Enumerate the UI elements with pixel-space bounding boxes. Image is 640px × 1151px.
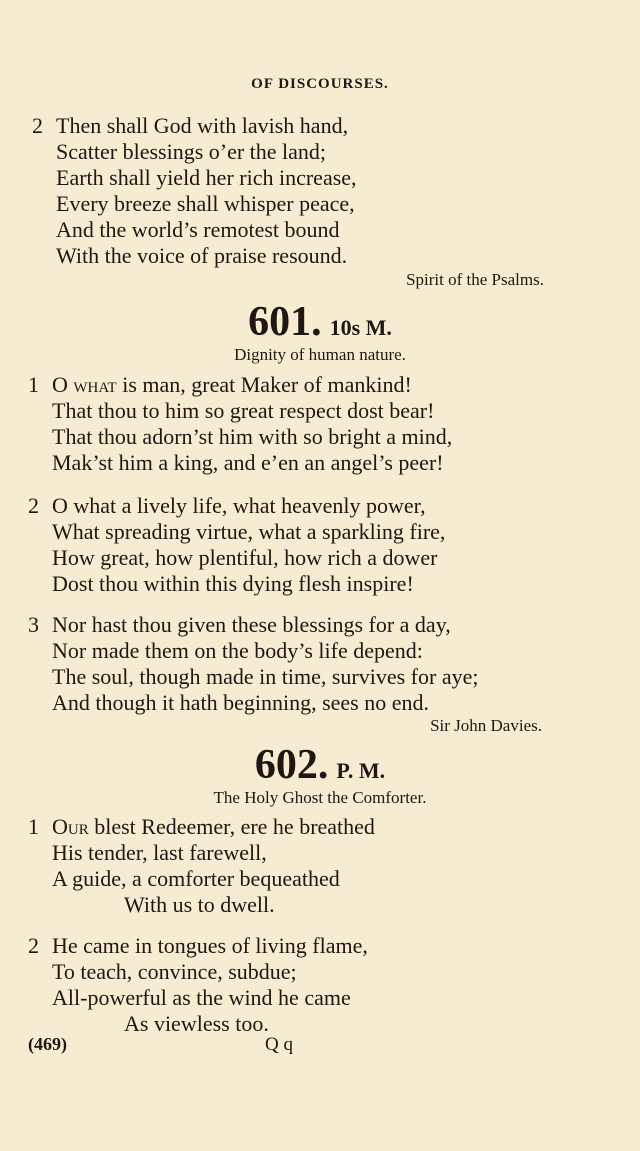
verse-line: Scatter blessings o’er the land; (56, 139, 327, 164)
hymn-number: 602. (254, 742, 329, 788)
hymn-subtitle: Dignity of human nature. (234, 345, 406, 364)
verse-line: How great, how plentiful, how rich a dower (52, 545, 438, 570)
first-line-rest: is man, great Maker of mankind! (116, 372, 412, 397)
signature-mark: Q q (265, 1034, 293, 1055)
verse-line: His tender, last farewell, (52, 840, 267, 865)
verse-line: O what a lively life, what heavenly power, (52, 493, 426, 518)
stanza-number: 2 (28, 493, 39, 518)
stanza-number: 2 (32, 113, 43, 138)
page-number: (469) (28, 1034, 67, 1054)
stanza-number: 1 (28, 814, 39, 839)
attribution: Spirit of the Psalms. (406, 270, 544, 289)
verse-line: That thou adorn’st him with so bright a mind, (52, 424, 453, 449)
verse-line: And the world’s remotest bound (56, 217, 340, 242)
verse-line: What spreading virtue, what a sparkling fire, (52, 519, 446, 544)
running-header: OF DISCOURSES. (251, 76, 389, 92)
verse-line: Mak’st him a king, and e’en an angel’s peer! (52, 450, 444, 475)
verse-line: With the voice of praise resound. (56, 243, 348, 268)
verse-line: Every breeze shall whisper peace, (56, 191, 355, 216)
verse-line: A guide, a comforter bequeathed (52, 866, 340, 891)
verse-line: And though it hath beginning, sees no end. (52, 690, 430, 715)
verse-line: Then shall God with lavish hand, (56, 113, 349, 138)
verse-line (52, 372, 412, 398)
verse-line: All-powerful as the wind he came (52, 985, 351, 1010)
hymn-heading (0, 741, 640, 789)
stanza-number: 1 (28, 372, 39, 397)
first-line-rest: blest Redeemer, ere he breathed (88, 814, 375, 839)
verse-line: As viewless too. (124, 1011, 269, 1036)
first-word: O what (52, 372, 117, 397)
verse-line: With us to dwell. (124, 892, 275, 917)
verse-line: That thou to him so great respect dost bear! (52, 398, 435, 423)
verse-line: Nor hast thou given these blessings for a day, (52, 612, 451, 637)
hymn-meter: P. M. (336, 758, 386, 783)
attribution: Sir John Davies. (430, 716, 542, 735)
hymn-number: 601. (248, 299, 322, 345)
verse-line: Earth shall yield her rich increase, (56, 165, 357, 190)
verse-line: To teach, convince, subdue; (52, 959, 297, 984)
hymn-heading (0, 298, 640, 346)
verse-line: The soul, though made in time, survives for aye; (52, 664, 479, 689)
verse-line (52, 814, 375, 840)
stanza-number: 3 (28, 612, 39, 637)
hymn-subtitle: The Holy Ghost the Comforter. (213, 788, 427, 807)
verse-line: Nor made them on the body’s life depend: (52, 638, 423, 663)
verse-line: He came in tongues of living flame, (52, 933, 368, 958)
first-word: Our (52, 814, 89, 839)
hymn-meter: 10s M. (329, 315, 392, 340)
stanza-number: 2 (28, 933, 39, 958)
verse-line: Dost thou within this dying flesh inspire! (52, 571, 414, 596)
